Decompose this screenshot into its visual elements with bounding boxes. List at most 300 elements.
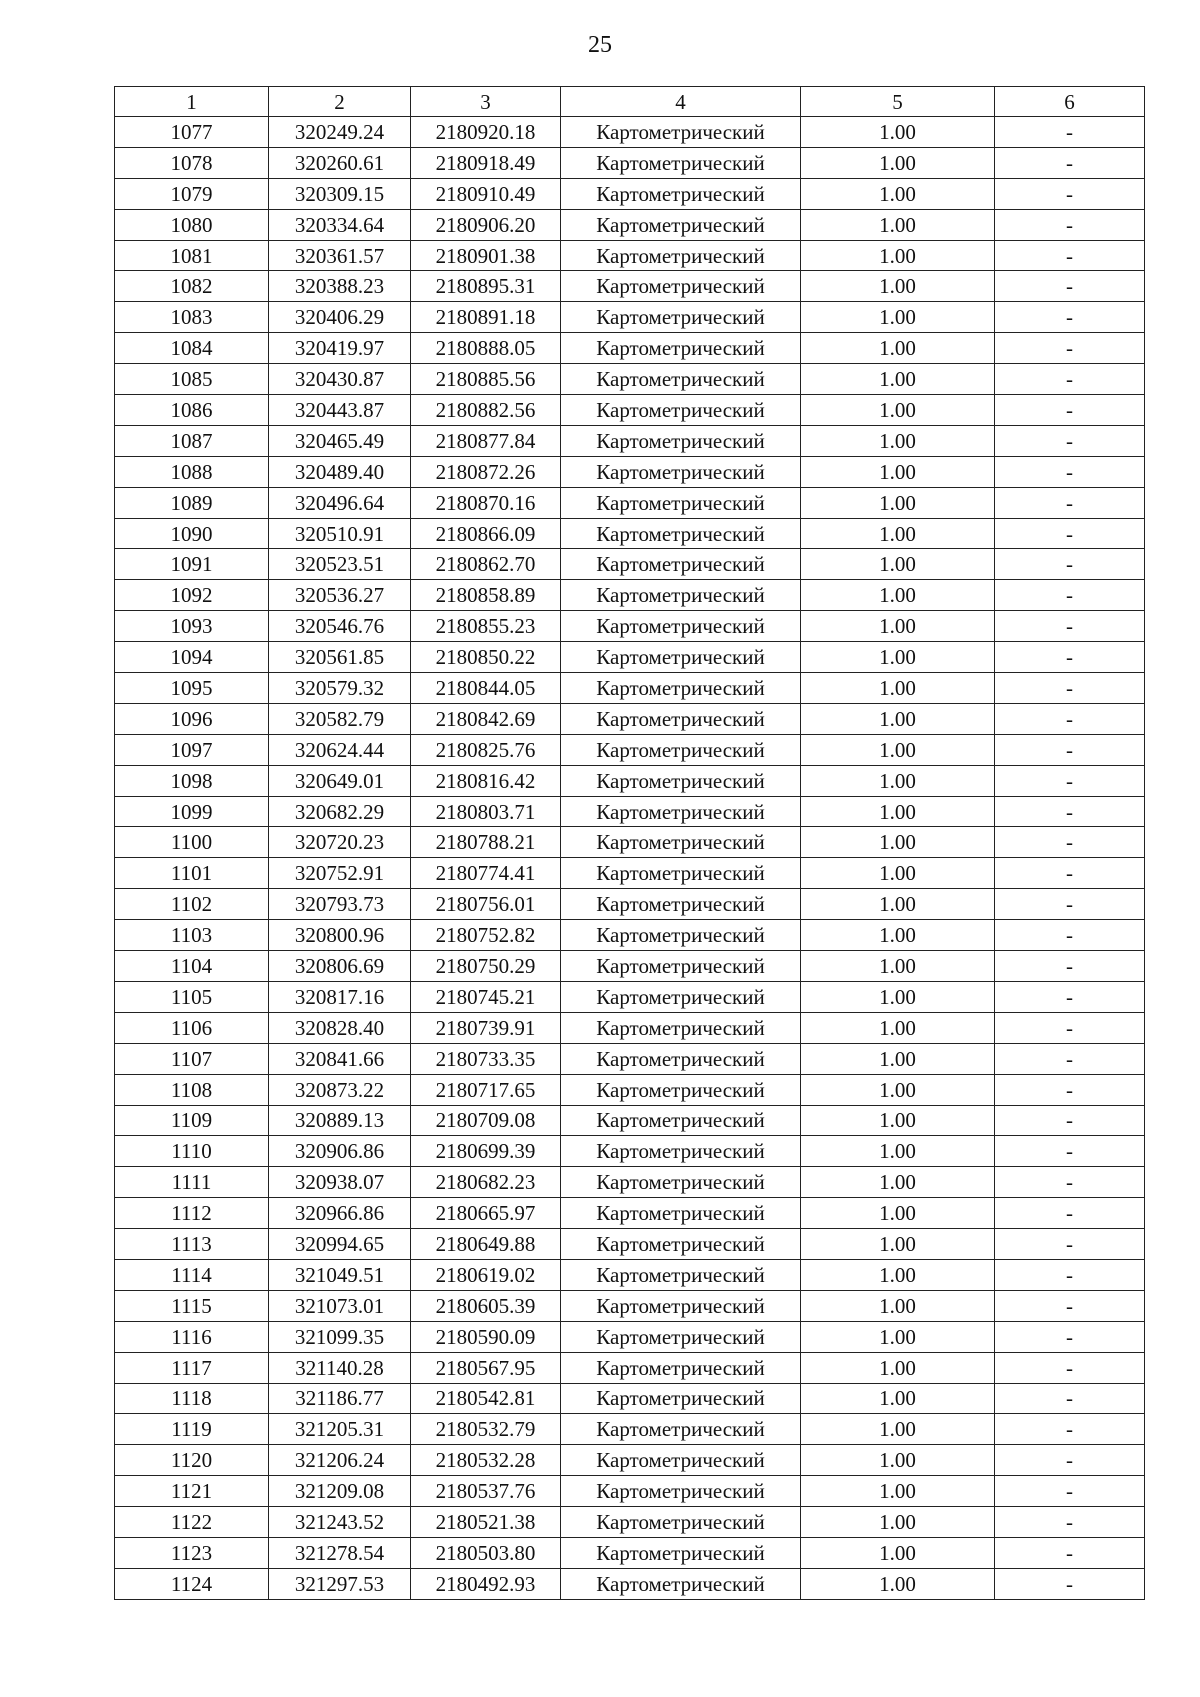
y-coordinate-cell: 2180717.65 [411, 1074, 561, 1105]
accuracy-cell: 1.00 [801, 1074, 995, 1105]
x-coordinate-cell: 320561.85 [269, 642, 411, 673]
method-cell: Картометрический [561, 858, 801, 889]
table-row [115, 858, 1145, 889]
table-row [115, 1043, 1145, 1074]
y-coordinate-cell: 2180756.01 [411, 889, 561, 920]
method-cell: Картометрический [561, 1012, 801, 1043]
method-cell: Картометрический [561, 487, 801, 518]
y-coordinate-cell: 2180537.76 [411, 1476, 561, 1507]
method-cell: Картометрический [561, 673, 801, 704]
point-number-cell: 1123 [115, 1537, 269, 1568]
point-number-cell: 1081 [115, 240, 269, 271]
description-cell: - [995, 1167, 1145, 1198]
x-coordinate-cell: 320523.51 [269, 549, 411, 580]
x-coordinate-cell: 321209.08 [269, 1476, 411, 1507]
accuracy-cell: 1.00 [801, 117, 995, 148]
table-row [115, 1507, 1145, 1538]
x-coordinate-cell: 321243.52 [269, 1507, 411, 1538]
description-cell: - [995, 487, 1145, 518]
x-coordinate-cell: 321205.31 [269, 1414, 411, 1445]
description-cell: - [995, 858, 1145, 889]
accuracy-cell: 1.00 [801, 1229, 995, 1260]
accuracy-cell: 1.00 [801, 703, 995, 734]
table-row [115, 395, 1145, 426]
x-coordinate-cell: 320419.97 [269, 333, 411, 364]
point-number-cell: 1106 [115, 1012, 269, 1043]
description-cell: - [995, 1198, 1145, 1229]
point-number-cell: 1102 [115, 889, 269, 920]
point-number-cell: 1110 [115, 1136, 269, 1167]
x-coordinate-cell: 320510.91 [269, 518, 411, 549]
description-cell: - [995, 147, 1145, 178]
table-row [115, 1105, 1145, 1136]
y-coordinate-cell: 2180567.95 [411, 1352, 561, 1383]
description-cell: - [995, 1259, 1145, 1290]
table-row [115, 1290, 1145, 1321]
accuracy-cell: 1.00 [801, 1043, 995, 1074]
point-number-cell: 1109 [115, 1105, 269, 1136]
description-cell: - [995, 1568, 1145, 1599]
point-number-cell: 1078 [115, 147, 269, 178]
accuracy-cell: 1.00 [801, 734, 995, 765]
x-coordinate-cell: 320489.40 [269, 456, 411, 487]
description-cell: - [995, 611, 1145, 642]
table-row [115, 364, 1145, 395]
table-row [115, 1414, 1145, 1445]
x-coordinate-cell: 320361.57 [269, 240, 411, 271]
table-row [115, 1229, 1145, 1260]
point-number-cell: 1116 [115, 1321, 269, 1352]
column-header-6: 6 [995, 87, 1145, 117]
accuracy-cell: 1.00 [801, 673, 995, 704]
y-coordinate-cell: 2180605.39 [411, 1290, 561, 1321]
accuracy-cell: 1.00 [801, 1136, 995, 1167]
method-cell: Картометрический [561, 456, 801, 487]
table-row [115, 1074, 1145, 1105]
method-cell: Картометрический [561, 1568, 801, 1599]
x-coordinate-cell: 320443.87 [269, 395, 411, 426]
y-coordinate-cell: 2180590.09 [411, 1321, 561, 1352]
method-cell: Картометрический [561, 1383, 801, 1414]
x-coordinate-cell: 320249.24 [269, 117, 411, 148]
method-cell: Картометрический [561, 425, 801, 456]
x-coordinate-cell: 320624.44 [269, 734, 411, 765]
description-cell: - [995, 518, 1145, 549]
table-row [115, 117, 1145, 148]
y-coordinate-cell: 2180532.79 [411, 1414, 561, 1445]
x-coordinate-cell: 320906.86 [269, 1136, 411, 1167]
point-number-cell: 1119 [115, 1414, 269, 1445]
point-number-cell: 1092 [115, 580, 269, 611]
point-number-cell: 1087 [115, 425, 269, 456]
table-row [115, 487, 1145, 518]
accuracy-cell: 1.00 [801, 364, 995, 395]
description-cell: - [995, 1507, 1145, 1538]
x-coordinate-cell: 320828.40 [269, 1012, 411, 1043]
point-number-cell: 1095 [115, 673, 269, 704]
x-coordinate-cell: 320496.64 [269, 487, 411, 518]
x-coordinate-cell: 320994.65 [269, 1229, 411, 1260]
point-number-cell: 1089 [115, 487, 269, 518]
description-cell: - [995, 703, 1145, 734]
accuracy-cell: 1.00 [801, 1383, 995, 1414]
y-coordinate-cell: 2180870.16 [411, 487, 561, 518]
description-cell: - [995, 1229, 1145, 1260]
accuracy-cell: 1.00 [801, 178, 995, 209]
accuracy-cell: 1.00 [801, 951, 995, 982]
table-row [115, 549, 1145, 580]
method-cell: Картометрический [561, 147, 801, 178]
description-cell: - [995, 889, 1145, 920]
x-coordinate-cell: 320430.87 [269, 364, 411, 395]
point-number-cell: 1100 [115, 827, 269, 858]
point-number-cell: 1098 [115, 765, 269, 796]
y-coordinate-cell: 2180855.23 [411, 611, 561, 642]
method-cell: Картометрический [561, 920, 801, 951]
point-number-cell: 1094 [115, 642, 269, 673]
x-coordinate-cell: 321049.51 [269, 1259, 411, 1290]
point-number-cell: 1091 [115, 549, 269, 580]
description-cell: - [995, 1074, 1145, 1105]
accuracy-cell: 1.00 [801, 796, 995, 827]
method-cell: Картометрический [561, 240, 801, 271]
accuracy-cell: 1.00 [801, 858, 995, 889]
accuracy-cell: 1.00 [801, 1198, 995, 1229]
x-coordinate-cell: 321206.24 [269, 1445, 411, 1476]
y-coordinate-cell: 2180901.38 [411, 240, 561, 271]
x-coordinate-cell: 320938.07 [269, 1167, 411, 1198]
table-row [115, 425, 1145, 456]
method-cell: Картометрический [561, 981, 801, 1012]
accuracy-cell: 1.00 [801, 549, 995, 580]
x-coordinate-cell: 320682.29 [269, 796, 411, 827]
point-number-cell: 1099 [115, 796, 269, 827]
y-coordinate-cell: 2180619.02 [411, 1259, 561, 1290]
table-row [115, 827, 1145, 858]
x-coordinate-cell: 320841.66 [269, 1043, 411, 1074]
y-coordinate-cell: 2180774.41 [411, 858, 561, 889]
accuracy-cell: 1.00 [801, 1414, 995, 1445]
accuracy-cell: 1.00 [801, 611, 995, 642]
description-cell: - [995, 580, 1145, 611]
table-row [115, 271, 1145, 302]
point-number-cell: 1108 [115, 1074, 269, 1105]
x-coordinate-cell: 321073.01 [269, 1290, 411, 1321]
y-coordinate-cell: 2180745.21 [411, 981, 561, 1012]
accuracy-cell: 1.00 [801, 920, 995, 951]
description-cell: - [995, 1321, 1145, 1352]
column-header-4: 4 [561, 87, 801, 117]
accuracy-cell: 1.00 [801, 827, 995, 858]
accuracy-cell: 1.00 [801, 487, 995, 518]
y-coordinate-cell: 2180752.82 [411, 920, 561, 951]
point-number-cell: 1121 [115, 1476, 269, 1507]
description-cell: - [995, 1136, 1145, 1167]
description-cell: - [995, 765, 1145, 796]
table-row [115, 1352, 1145, 1383]
x-coordinate-cell: 321140.28 [269, 1352, 411, 1383]
description-cell: - [995, 827, 1145, 858]
accuracy-cell: 1.00 [801, 580, 995, 611]
y-coordinate-cell: 2180862.70 [411, 549, 561, 580]
table-row [115, 1012, 1145, 1043]
point-number-cell: 1118 [115, 1383, 269, 1414]
column-header-3: 3 [411, 87, 561, 117]
method-cell: Картометрический [561, 518, 801, 549]
method-cell: Картометрический [561, 117, 801, 148]
method-cell: Картометрический [561, 827, 801, 858]
accuracy-cell: 1.00 [801, 147, 995, 178]
method-cell: Картометрический [561, 549, 801, 580]
accuracy-cell: 1.00 [801, 765, 995, 796]
description-cell: - [995, 395, 1145, 426]
point-number-cell: 1093 [115, 611, 269, 642]
point-number-cell: 1077 [115, 117, 269, 148]
table-row [115, 1198, 1145, 1229]
point-number-cell: 1086 [115, 395, 269, 426]
table-row [115, 1321, 1145, 1352]
y-coordinate-cell: 2180803.71 [411, 796, 561, 827]
table-row [115, 1136, 1145, 1167]
method-cell: Картометрический [561, 734, 801, 765]
table-row [115, 333, 1145, 364]
description-cell: - [995, 1352, 1145, 1383]
accuracy-cell: 1.00 [801, 240, 995, 271]
description-cell: - [995, 1476, 1145, 1507]
description-cell: - [995, 549, 1145, 580]
y-coordinate-cell: 2180709.08 [411, 1105, 561, 1136]
x-coordinate-cell: 320800.96 [269, 920, 411, 951]
description-cell: - [995, 796, 1145, 827]
y-coordinate-cell: 2180733.35 [411, 1043, 561, 1074]
table-row [115, 518, 1145, 549]
table-row [115, 302, 1145, 333]
method-cell: Картометрический [561, 1136, 801, 1167]
x-coordinate-cell: 320260.61 [269, 147, 411, 178]
y-coordinate-cell: 2180844.05 [411, 673, 561, 704]
method-cell: Картометрический [561, 611, 801, 642]
method-cell: Картометрический [561, 1507, 801, 1538]
y-coordinate-cell: 2180542.81 [411, 1383, 561, 1414]
method-cell: Картометрический [561, 1476, 801, 1507]
table-row [115, 981, 1145, 1012]
point-number-cell: 1096 [115, 703, 269, 734]
description-cell: - [995, 920, 1145, 951]
table-row [115, 734, 1145, 765]
accuracy-cell: 1.00 [801, 1321, 995, 1352]
method-cell: Картометрический [561, 364, 801, 395]
point-number-cell: 1085 [115, 364, 269, 395]
y-coordinate-cell: 2180532.28 [411, 1445, 561, 1476]
y-coordinate-cell: 2180825.76 [411, 734, 561, 765]
y-coordinate-cell: 2180492.93 [411, 1568, 561, 1599]
table-row [115, 1383, 1145, 1414]
accuracy-cell: 1.00 [801, 1568, 995, 1599]
method-cell: Картометрический [561, 642, 801, 673]
accuracy-cell: 1.00 [801, 518, 995, 549]
table-row [115, 147, 1145, 178]
accuracy-cell: 1.00 [801, 889, 995, 920]
description-cell: - [995, 240, 1145, 271]
column-header-1: 1 [115, 87, 269, 117]
accuracy-cell: 1.00 [801, 1290, 995, 1321]
x-coordinate-cell: 321186.77 [269, 1383, 411, 1414]
y-coordinate-cell: 2180872.26 [411, 456, 561, 487]
table-row [115, 673, 1145, 704]
accuracy-cell: 1.00 [801, 1105, 995, 1136]
method-cell: Картометрический [561, 1229, 801, 1260]
y-coordinate-cell: 2180877.84 [411, 425, 561, 456]
coordinates-table [114, 86, 1145, 1600]
method-cell: Картометрический [561, 302, 801, 333]
table-header-row [115, 87, 1145, 117]
accuracy-cell: 1.00 [801, 209, 995, 240]
point-number-cell: 1097 [115, 734, 269, 765]
x-coordinate-cell: 320873.22 [269, 1074, 411, 1105]
method-cell: Картометрический [561, 271, 801, 302]
method-cell: Картометрический [561, 580, 801, 611]
y-coordinate-cell: 2180882.56 [411, 395, 561, 426]
accuracy-cell: 1.00 [801, 395, 995, 426]
x-coordinate-cell: 321099.35 [269, 1321, 411, 1352]
column-header-2: 2 [269, 87, 411, 117]
table-row [115, 642, 1145, 673]
method-cell: Картометрический [561, 951, 801, 982]
method-cell: Картометрический [561, 1445, 801, 1476]
description-cell: - [995, 981, 1145, 1012]
accuracy-cell: 1.00 [801, 1507, 995, 1538]
method-cell: Картометрический [561, 1074, 801, 1105]
method-cell: Картометрический [561, 395, 801, 426]
description-cell: - [995, 1537, 1145, 1568]
description-cell: - [995, 271, 1145, 302]
method-cell: Картометрический [561, 1198, 801, 1229]
point-number-cell: 1083 [115, 302, 269, 333]
x-coordinate-cell: 321278.54 [269, 1537, 411, 1568]
y-coordinate-cell: 2180866.09 [411, 518, 561, 549]
x-coordinate-cell: 320465.49 [269, 425, 411, 456]
table-row [115, 1476, 1145, 1507]
y-coordinate-cell: 2180788.21 [411, 827, 561, 858]
point-number-cell: 1107 [115, 1043, 269, 1074]
x-coordinate-cell: 320966.86 [269, 1198, 411, 1229]
description-cell: - [995, 673, 1145, 704]
description-cell: - [995, 1105, 1145, 1136]
table-row [115, 1568, 1145, 1599]
y-coordinate-cell: 2180816.42 [411, 765, 561, 796]
point-number-cell: 1124 [115, 1568, 269, 1599]
description-cell: - [995, 178, 1145, 209]
accuracy-cell: 1.00 [801, 456, 995, 487]
y-coordinate-cell: 2180885.56 [411, 364, 561, 395]
x-coordinate-cell: 320334.64 [269, 209, 411, 240]
accuracy-cell: 1.00 [801, 1167, 995, 1198]
point-number-cell: 1111 [115, 1167, 269, 1198]
y-coordinate-cell: 2180910.49 [411, 178, 561, 209]
table-row [115, 178, 1145, 209]
description-cell: - [995, 456, 1145, 487]
y-coordinate-cell: 2180920.18 [411, 117, 561, 148]
point-number-cell: 1101 [115, 858, 269, 889]
accuracy-cell: 1.00 [801, 642, 995, 673]
y-coordinate-cell: 2180888.05 [411, 333, 561, 364]
method-cell: Картометрический [561, 178, 801, 209]
accuracy-cell: 1.00 [801, 1445, 995, 1476]
table-row [115, 456, 1145, 487]
point-number-cell: 1114 [115, 1259, 269, 1290]
point-number-cell: 1122 [115, 1507, 269, 1538]
method-cell: Картометрический [561, 209, 801, 240]
table-row [115, 580, 1145, 611]
x-coordinate-cell: 320582.79 [269, 703, 411, 734]
method-cell: Картометрический [561, 1167, 801, 1198]
table-row [115, 611, 1145, 642]
accuracy-cell: 1.00 [801, 1476, 995, 1507]
method-cell: Картометрический [561, 765, 801, 796]
y-coordinate-cell: 2180503.80 [411, 1537, 561, 1568]
table-row [115, 796, 1145, 827]
x-coordinate-cell: 320546.76 [269, 611, 411, 642]
table-row [115, 209, 1145, 240]
method-cell: Картометрический [561, 1352, 801, 1383]
y-coordinate-cell: 2180665.97 [411, 1198, 561, 1229]
method-cell: Картометрический [561, 703, 801, 734]
x-coordinate-cell: 320649.01 [269, 765, 411, 796]
page-number: 25 [588, 32, 612, 58]
point-number-cell: 1080 [115, 209, 269, 240]
description-cell: - [995, 209, 1145, 240]
description-cell: - [995, 425, 1145, 456]
point-number-cell: 1103 [115, 920, 269, 951]
point-number-cell: 1084 [115, 333, 269, 364]
description-cell: - [995, 951, 1145, 982]
accuracy-cell: 1.00 [801, 425, 995, 456]
y-coordinate-cell: 2180906.20 [411, 209, 561, 240]
point-number-cell: 1105 [115, 981, 269, 1012]
table-row [115, 1537, 1145, 1568]
description-cell: - [995, 302, 1145, 333]
accuracy-cell: 1.00 [801, 271, 995, 302]
point-number-cell: 1079 [115, 178, 269, 209]
y-coordinate-cell: 2180682.23 [411, 1167, 561, 1198]
point-number-cell: 1088 [115, 456, 269, 487]
table-row [115, 1445, 1145, 1476]
description-cell: - [995, 1043, 1145, 1074]
x-coordinate-cell: 320793.73 [269, 889, 411, 920]
x-coordinate-cell: 320388.23 [269, 271, 411, 302]
accuracy-cell: 1.00 [801, 1259, 995, 1290]
method-cell: Картометрический [561, 1321, 801, 1352]
point-number-cell: 1120 [115, 1445, 269, 1476]
column-header-5: 5 [801, 87, 995, 117]
description-cell: - [995, 1012, 1145, 1043]
y-coordinate-cell: 2180918.49 [411, 147, 561, 178]
y-coordinate-cell: 2180739.91 [411, 1012, 561, 1043]
table-row [115, 765, 1145, 796]
y-coordinate-cell: 2180891.18 [411, 302, 561, 333]
x-coordinate-cell: 320817.16 [269, 981, 411, 1012]
y-coordinate-cell: 2180521.38 [411, 1507, 561, 1538]
method-cell: Картометрический [561, 1043, 801, 1074]
table-row [115, 1167, 1145, 1198]
method-cell: Картометрический [561, 889, 801, 920]
method-cell: Картометрический [561, 1290, 801, 1321]
x-coordinate-cell: 320309.15 [269, 178, 411, 209]
y-coordinate-cell: 2180850.22 [411, 642, 561, 673]
y-coordinate-cell: 2180895.31 [411, 271, 561, 302]
x-coordinate-cell: 321297.53 [269, 1568, 411, 1599]
method-cell: Картометрический [561, 1105, 801, 1136]
